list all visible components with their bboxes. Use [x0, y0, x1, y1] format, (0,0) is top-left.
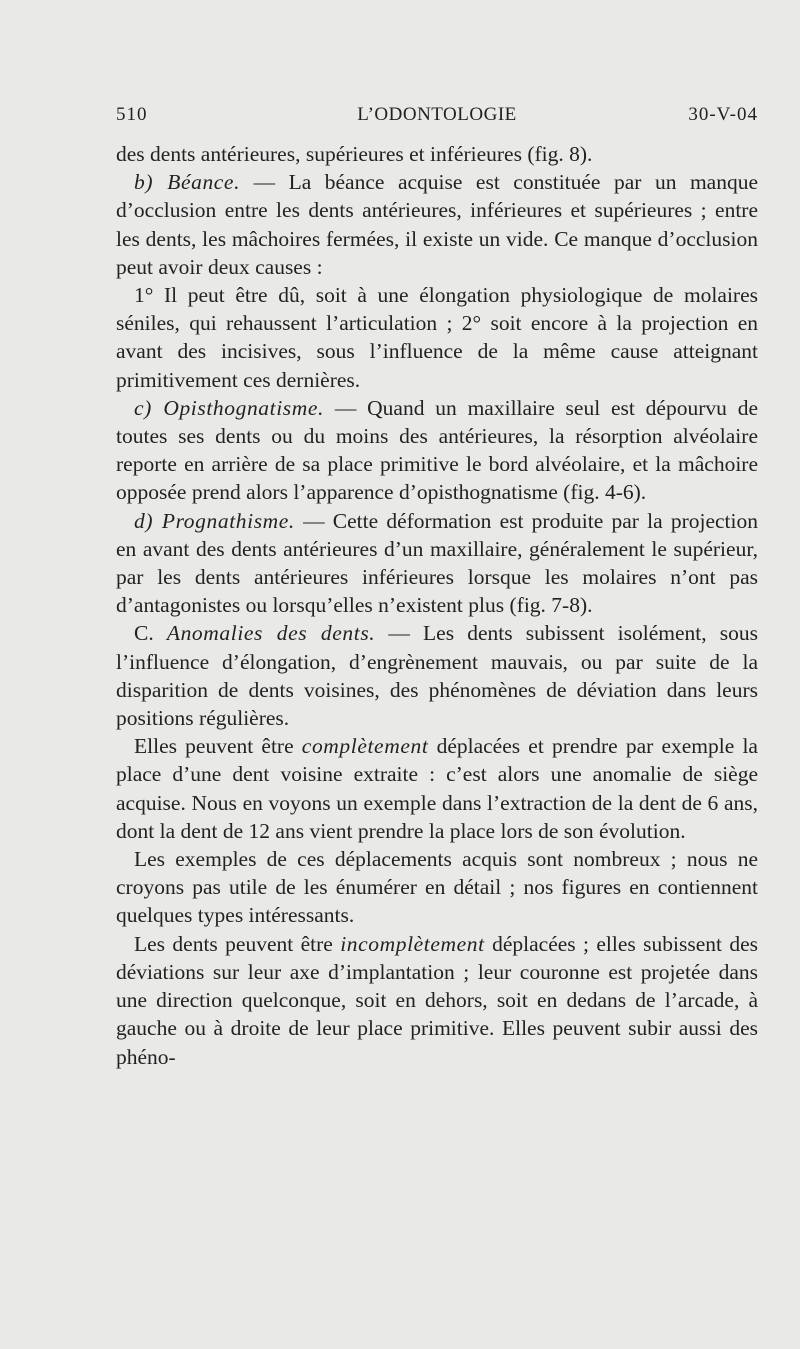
text-run: 1° Il peut être dû, soit à une élongation physiologique de molaires séniles, qui rehaussent l’articulation ; 2° soit encore à la projection en avant des incisives, sous l’influence de la même cause atteignant primitivement ces dernières.	[116, 283, 758, 392]
paragraph	[116, 732, 758, 845]
italic-text: b) Béance.	[134, 170, 241, 195]
text-run: — Cette déformation est produite par la projection en avant des dents antérieures d’un maxillaire, généralement le supérieur, par les dents antérieures inférieures lorsque les molaires n’ont pas d’antagonistes ou lorsqu’elles n’existent plus (fig. 7-8).	[116, 508, 758, 618]
italic-text: d) Prognathisme.	[134, 508, 295, 533]
paragraph	[116, 619, 758, 732]
paragraph	[116, 507, 758, 620]
text-run: déplacées et prendre par exemple la place d’une dent voisine extraite : c’est alors une anomalie de siège acquise. Nous en voyons un exemple dans l’extraction de la dent de 6 ans, dont la dent de 12 ans vient prendre la place lors de son évolution.	[116, 734, 758, 843]
paragraph	[116, 281, 758, 394]
text-run: C.	[134, 621, 167, 646]
text-run: des dents antérieures, supérieures et inférieures (fig. 8).	[116, 142, 593, 166]
italic-text: Anomalies des dents.	[166, 621, 376, 646]
text-run: — La béance acquise est constituée par un manque d’occlusion entre les dents antérieures, inférieures et supérieures ; entre les dents, les mâchoires fermées, il existe un vide. Ce manque d’occlusion peut avoir deux causes :	[116, 170, 759, 279]
paragraph	[116, 394, 758, 507]
running-title: L’ODONTOLOGIE	[357, 104, 517, 125]
page-number: 510	[116, 104, 148, 125]
paragraph	[116, 168, 758, 281]
issue-date: 30-V-04	[688, 104, 758, 125]
italic-text: c) Opisthognatisme.	[134, 395, 325, 420]
text-run: Les exemples de ces déplacements acquis sont nombreux ; nous ne croyons pas utile de les énumérer en détail ; nos figures en contiennent quelques types intéressants.	[116, 847, 758, 928]
text-run: Elles peuvent être	[134, 734, 302, 759]
paragraph	[116, 845, 758, 930]
italic-text: complètement	[301, 734, 429, 759]
text-run: Les dents peuvent être	[134, 931, 341, 956]
paragraph	[116, 140, 758, 168]
paragraph	[116, 930, 758, 1071]
body-text	[116, 140, 758, 1071]
running-header	[116, 104, 758, 134]
text-run: déplacées ; elles subissent des déviations sur leur axe d’implantation ; leur couronne est projetée dans une direction quelconque, soit en dehors, soit en dedans de l’arcade, à gauche ou à droite de leur place primitive. Elles peuvent subir aussi des phéno-	[116, 931, 758, 1069]
text-run: — Quand un maxillaire seul est dépourvu de toutes ses dents ou du moins des antérieures, la résorption alvéolaire reporte en arrière de sa place primitive le bord alvéolaire, et la mâchoire opposée prend alors l’apparence d’opisthognatisme (fig. 4-6).	[116, 395, 758, 505]
italic-text: incomplètement	[340, 931, 485, 956]
text-run: — Les dents subissent isolément, sous l’influence d’élongation, d’engrènement mauvais, ou par suite de la disparition de dents voisines, des phénomènes de déviation dans leurs positions régulières.	[116, 621, 758, 731]
